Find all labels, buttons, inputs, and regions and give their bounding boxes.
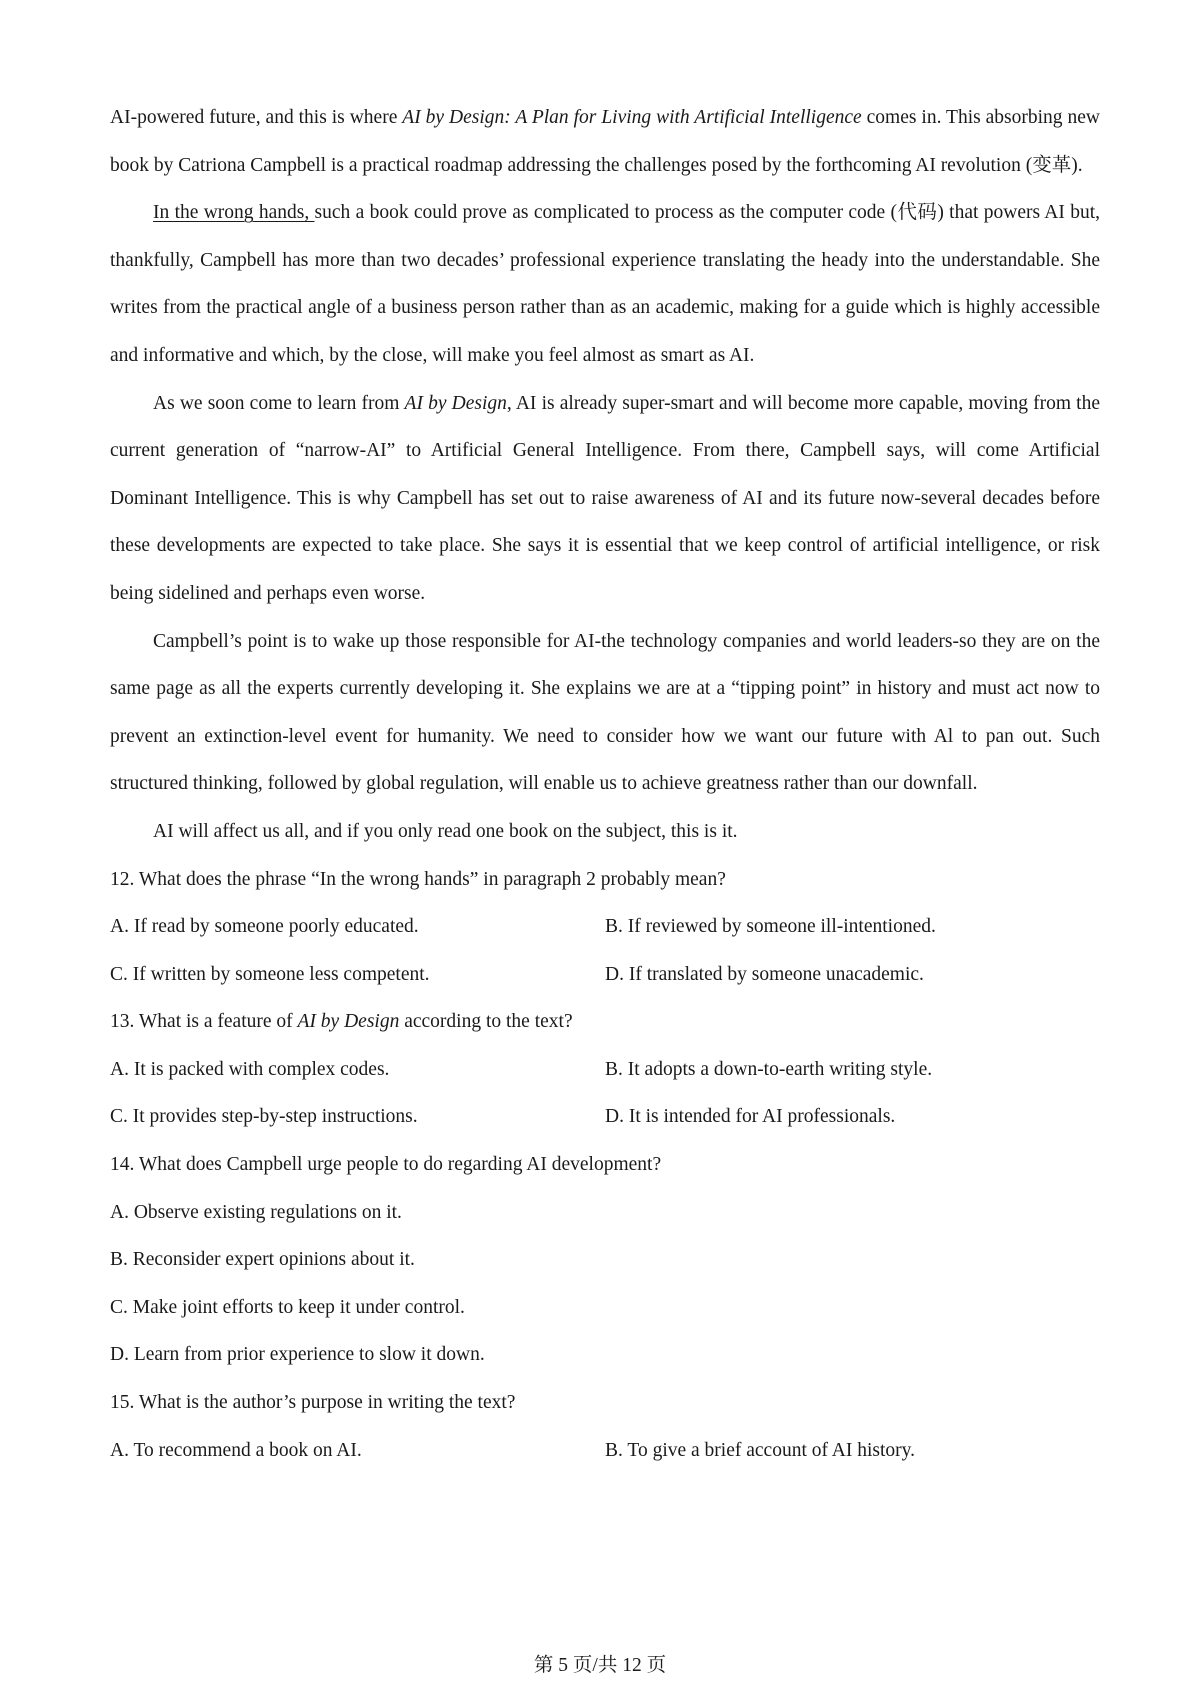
- book-title-short: AI by Design: [404, 392, 507, 414]
- question-13-option-b: B. It adopts a down-to-earth writing style.: [605, 1058, 933, 1080]
- question-15-option-b: B. To give a brief account of AI history.: [605, 1439, 916, 1461]
- paragraph-3: [110, 380, 1100, 618]
- question-13-options-row-2: [110, 1093, 1100, 1141]
- question-13-stem: [110, 998, 1100, 1046]
- question-14-option-b: B. Reconsider expert opinions about it.: [110, 1249, 415, 1271]
- paragraph-1-text-a: AI-powered future, and this is where: [110, 107, 403, 128]
- paragraph-3-text-b: , AI is already super-smart and will become more capable, moving from the current generation of “narrow-AI” to Artificial General Intelligence. From there, Campbell says, will come Artificial Dominant Intelligence. This is why Campbell has set out to raise awareness of AI and its future now-several decades before these developments are expected to take place. She says it is essential that we keep control of artificial intelligence, or risk being sidelined and perhaps even worse.: [110, 392, 1100, 604]
- question-15-stem: 15. What is the author’s purpose in writing the text?: [110, 1392, 516, 1414]
- page-number-footer: 第 5 页/共 12 页: [533, 1655, 667, 1676]
- question-12-options-row-1: [110, 903, 1100, 951]
- book-title: AI by Design: A Plan for Living with Artificial Intelligence: [402, 107, 862, 128]
- question-13-stem-a: 13. What is a feature of: [110, 1011, 298, 1033]
- question-15-options-row-1: [110, 1427, 1100, 1475]
- question-13-stem-b: according to the text?: [399, 1011, 573, 1033]
- question-14-stem: 14. What does Campbell urge people to do regarding AI development?: [110, 1154, 662, 1176]
- paragraph-2: [110, 189, 1100, 379]
- paragraph-3-text-a: As we soon come to learn from: [153, 392, 405, 414]
- question-12-option-a: A. If read by someone poorly educated.: [110, 916, 419, 938]
- paragraph-4: Campbell’s point is to wake up those responsible for AI-the technology companies and world leaders-so they are on the same page as all the experts currently developing it. She explains we are at a “tipping point” in history and must act now to prevent an extinction-level event for humanity. We need to consider how we want our future with Al to pan out. Such structured thinking, followed by global regulation, will enable us to achieve greatness rather than our downfall.: [110, 630, 1100, 795]
- question-12-options-row-2: [110, 951, 1100, 999]
- question-14-option-c: C. Make joint efforts to keep it under control.: [110, 1296, 465, 1318]
- question-12-stem: 12. What does the phrase “In the wrong hands” in paragraph 2 probably mean?: [110, 868, 726, 890]
- question-13-option-c: C. It provides step-by-step instructions.: [110, 1106, 418, 1128]
- underlined-phrase: In the wrong hands,: [153, 202, 315, 224]
- question-15-option-a: A. To recommend a book on AI.: [110, 1439, 362, 1461]
- paragraph-1-text-b: comes in. This absorbing new book by Catriona Campbell is a practical roadmap addressing the challenges posed by the forthcoming AI revolution (变革).: [110, 107, 1100, 176]
- question-12-option-b: B. If reviewed by someone ill-intentioned.: [605, 916, 936, 938]
- question-13-option-d: D. It is intended for AI professionals.: [605, 1106, 896, 1128]
- question-12-option-c: C. If written by someone less competent.: [110, 963, 430, 985]
- paragraph-2-text: such a book could prove as complicated to process as the computer code (代码) that powers AI but, thankfully, Campbell has more than two decades’ professional experience translating the heady into the understandable. She writes from the practical angle of a business person rather than as an academic, making for a guide which is highly accessible and informative and which, by the close, will make you feel almost as smart as AI.: [110, 202, 1100, 366]
- question-13-option-a: A. It is packed with complex codes.: [110, 1058, 390, 1080]
- question-12-option-d: D. If translated by someone unacademic.: [605, 963, 924, 985]
- question-14-option-a: A. Observe existing regulations on it.: [110, 1201, 402, 1223]
- paragraph-5: AI will affect us all, and if you only read one book on the subject, this is it.: [153, 820, 738, 842]
- document-page: [110, 94, 1100, 1474]
- question-14-option-d: D. Learn from prior experience to slow it down.: [110, 1344, 485, 1366]
- question-13-book-title: AI by Design: [297, 1011, 400, 1033]
- question-13-options-row-1: [110, 1046, 1100, 1094]
- paragraph-1: [110, 94, 1100, 189]
